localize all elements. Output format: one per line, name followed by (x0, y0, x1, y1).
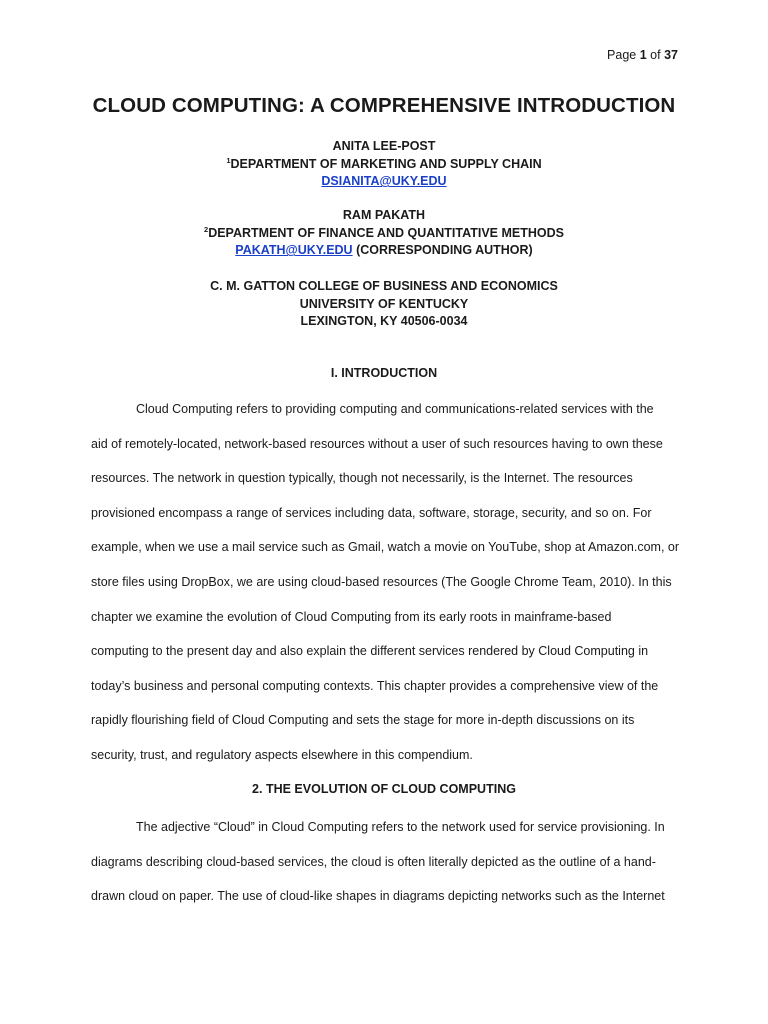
college-name: C. M. GATTON COLLEGE OF BUSINESS AND ECONOMICS (210, 279, 558, 293)
paragraph-line: computing to the present day and also explain the different services rendered by Cloud Computing in (91, 644, 649, 659)
section-2-heading: 2. THE EVOLUTION OF CLOUD COMPUTING (252, 782, 516, 796)
university-name: UNIVERSITY OF KENTUCKY (299, 296, 469, 311)
author-block-2 (0, 207, 768, 260)
page-of: of (650, 48, 661, 62)
paragraph-line: security, trust, and regulatory aspects elsewhere in this compendium. (91, 747, 473, 762)
page-number (607, 48, 678, 62)
author-2-department (0, 225, 768, 243)
paragraph-line: store files using DropBox, we are using cloud-based resources (The Google Chrome Team, 2010). In this (91, 574, 672, 589)
author-2-email-link[interactable]: PAKATH@UKY.EDU (235, 243, 353, 258)
paragraph-line: chapter we examine the evolution of Cloud Computing from its early roots in mainframe-based (91, 609, 612, 624)
paragraph-line: rapidly flourishing field of Cloud Computing and sets the stage for more in-depth discussions on its (91, 713, 635, 728)
author-2-name: RAM PAKATH (342, 208, 426, 222)
section-2-paragraph (91, 810, 681, 914)
paragraph-line: Cloud Computing refers to providing computing and communications-related services with the (136, 402, 654, 416)
corresponding-author-note: (CORRESPONDING AUTHOR) (356, 243, 533, 258)
author-1-department (0, 156, 768, 174)
author-block-1 (0, 138, 768, 191)
section-1-paragraph (91, 392, 681, 773)
page-label: Page (607, 48, 637, 62)
author-2-sup: 2 (204, 224, 209, 234)
institution-block (0, 278, 768, 331)
page-total: 37 (664, 48, 678, 62)
author-1-email-link[interactable]: DSIANITA@UKY.EDU (321, 174, 447, 189)
author-1-department-text: DEPARTMENT OF MARKETING AND SUPPLY CHAIN (230, 156, 542, 171)
paragraph-line: example, when we use a mail service such as Gmail, watch a movie on YouTube, shop at Amazon.com, or (91, 540, 680, 555)
address: LEXINGTON, KY 40506-0034 (300, 314, 468, 329)
author-2-department-text: DEPARTMENT OF FINANCE AND QUANTITATIVE METHODS (208, 225, 564, 240)
author-1-sup: 1 (226, 155, 231, 165)
author-1-name: ANITA LEE-POST (332, 139, 436, 153)
paragraph-line: The adjective “Cloud” in Cloud Computing refers to the network used for service provisioning. In (136, 820, 665, 834)
paragraph-line: drawn cloud on paper. The use of cloud-like shapes in diagrams depicting networks such as the Internet (91, 889, 665, 904)
paragraph-line: resources. The network in question typically, though not necessarily, is the Internet. The resources (91, 471, 633, 486)
paragraph-line: aid of remotely-located, network-based resources without a user of such resources having to own these (91, 436, 663, 451)
page-current: 1 (639, 48, 647, 62)
paragraph-line: provisioned encompass a range of services including data, software, storage, security, and so on. For (91, 505, 652, 520)
section-1-heading: I. INTRODUCTION (330, 366, 438, 380)
paragraph-line: today’s business and personal computing contexts. This chapter provides a comprehensive view of the (91, 678, 659, 693)
paper-title: CLOUD COMPUTING: A COMPREHENSIVE INTRODUCTION (92, 94, 676, 117)
paragraph-line: diagrams describing cloud-based services, the cloud is often literally depicted as the outline of a hand- (91, 854, 656, 869)
